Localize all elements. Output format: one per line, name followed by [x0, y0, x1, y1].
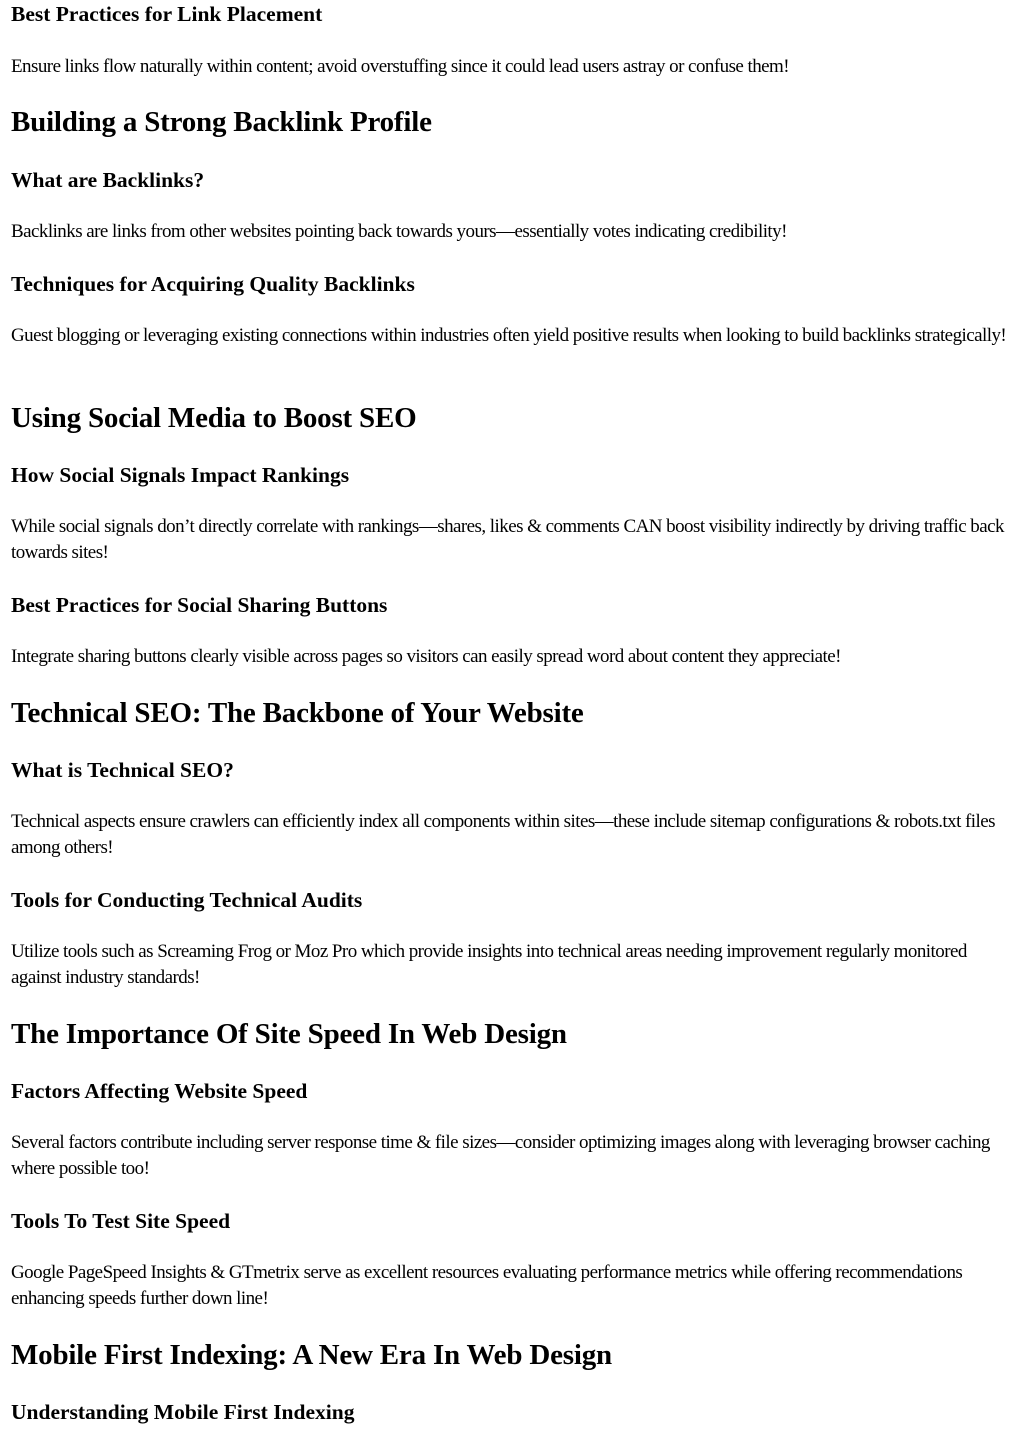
heading-mobile-first: Mobile First Indexing: A New Era In Web Design [11, 1339, 612, 1371]
paragraph-techniques-backlinks: Guest blogging or leveraging existing connections within industries often yield positive results when looking to build backlinks strategically! [11, 325, 1007, 346]
heading-technical-seo: Technical SEO: The Backbone of Your Website [11, 697, 584, 729]
heading-speed-tools: Tools To Test Site Speed [11, 1209, 231, 1233]
paragraph-speed-factors: Several factors contribute including server response time & file sizes—consider optimizing images along with leveraging browser caching where possible too! [11, 1132, 990, 1179]
paragraph-what-backlinks: Backlinks are links from other websites pointing back towards yours—essentially votes indicating credibility! [11, 221, 787, 242]
heading-what-backlinks: What are Backlinks? [11, 168, 205, 192]
heading-what-technical: What is Technical SEO? [11, 758, 234, 782]
paragraph-link-placement: Ensure links flow naturally within content; avoid overstuffing since it could lead users astray or confuse them! [11, 56, 790, 77]
heading-sharing-buttons: Best Practices for Social Sharing Buttons [11, 593, 388, 617]
paragraph-what-technical: Technical aspects ensure crawlers can efficiently index all components within sites—these include sitemap configurations & robots.txt files among others! [11, 811, 995, 858]
heading-speed-factors: Factors Affecting Website Speed [11, 1079, 308, 1103]
heading-site-speed: The Importance Of Site Speed In Web Design [11, 1018, 567, 1050]
paragraph-social-signals: While social signals don’t directly correlate with rankings—shares, likes & comments CAN boost visibility indirectly by driving traffic back towards sites! [11, 516, 1004, 563]
heading-social-media: Using Social Media to Boost SEO [11, 402, 417, 434]
heading-backlink-profile: Building a Strong Backlink Profile [11, 106, 432, 138]
paragraph-speed-tools: Google PageSpeed Insights & GTmetrix serve as excellent resources evaluating performance metrics while offering recommendations enhancing speeds further down line! [11, 1262, 963, 1309]
heading-techniques-backlinks: Techniques for Acquiring Quality Backlinks [11, 272, 415, 296]
heading-understanding-mobile: Understanding Mobile First Indexing [11, 1400, 355, 1424]
paragraph-sharing-buttons: Integrate sharing buttons clearly visible across pages so visitors can easily spread word about content they appreciate! [11, 646, 841, 667]
heading-link-placement: Best Practices for Link Placement [11, 2, 323, 26]
heading-social-signals: How Social Signals Impact Rankings [11, 463, 350, 487]
paragraph-technical-tools: Utilize tools such as Screaming Frog or Moz Pro which provide insights into technical areas needing improvement regularly monitored against industry standards! [11, 941, 967, 988]
heading-technical-tools: Tools for Conducting Technical Audits [11, 888, 363, 912]
